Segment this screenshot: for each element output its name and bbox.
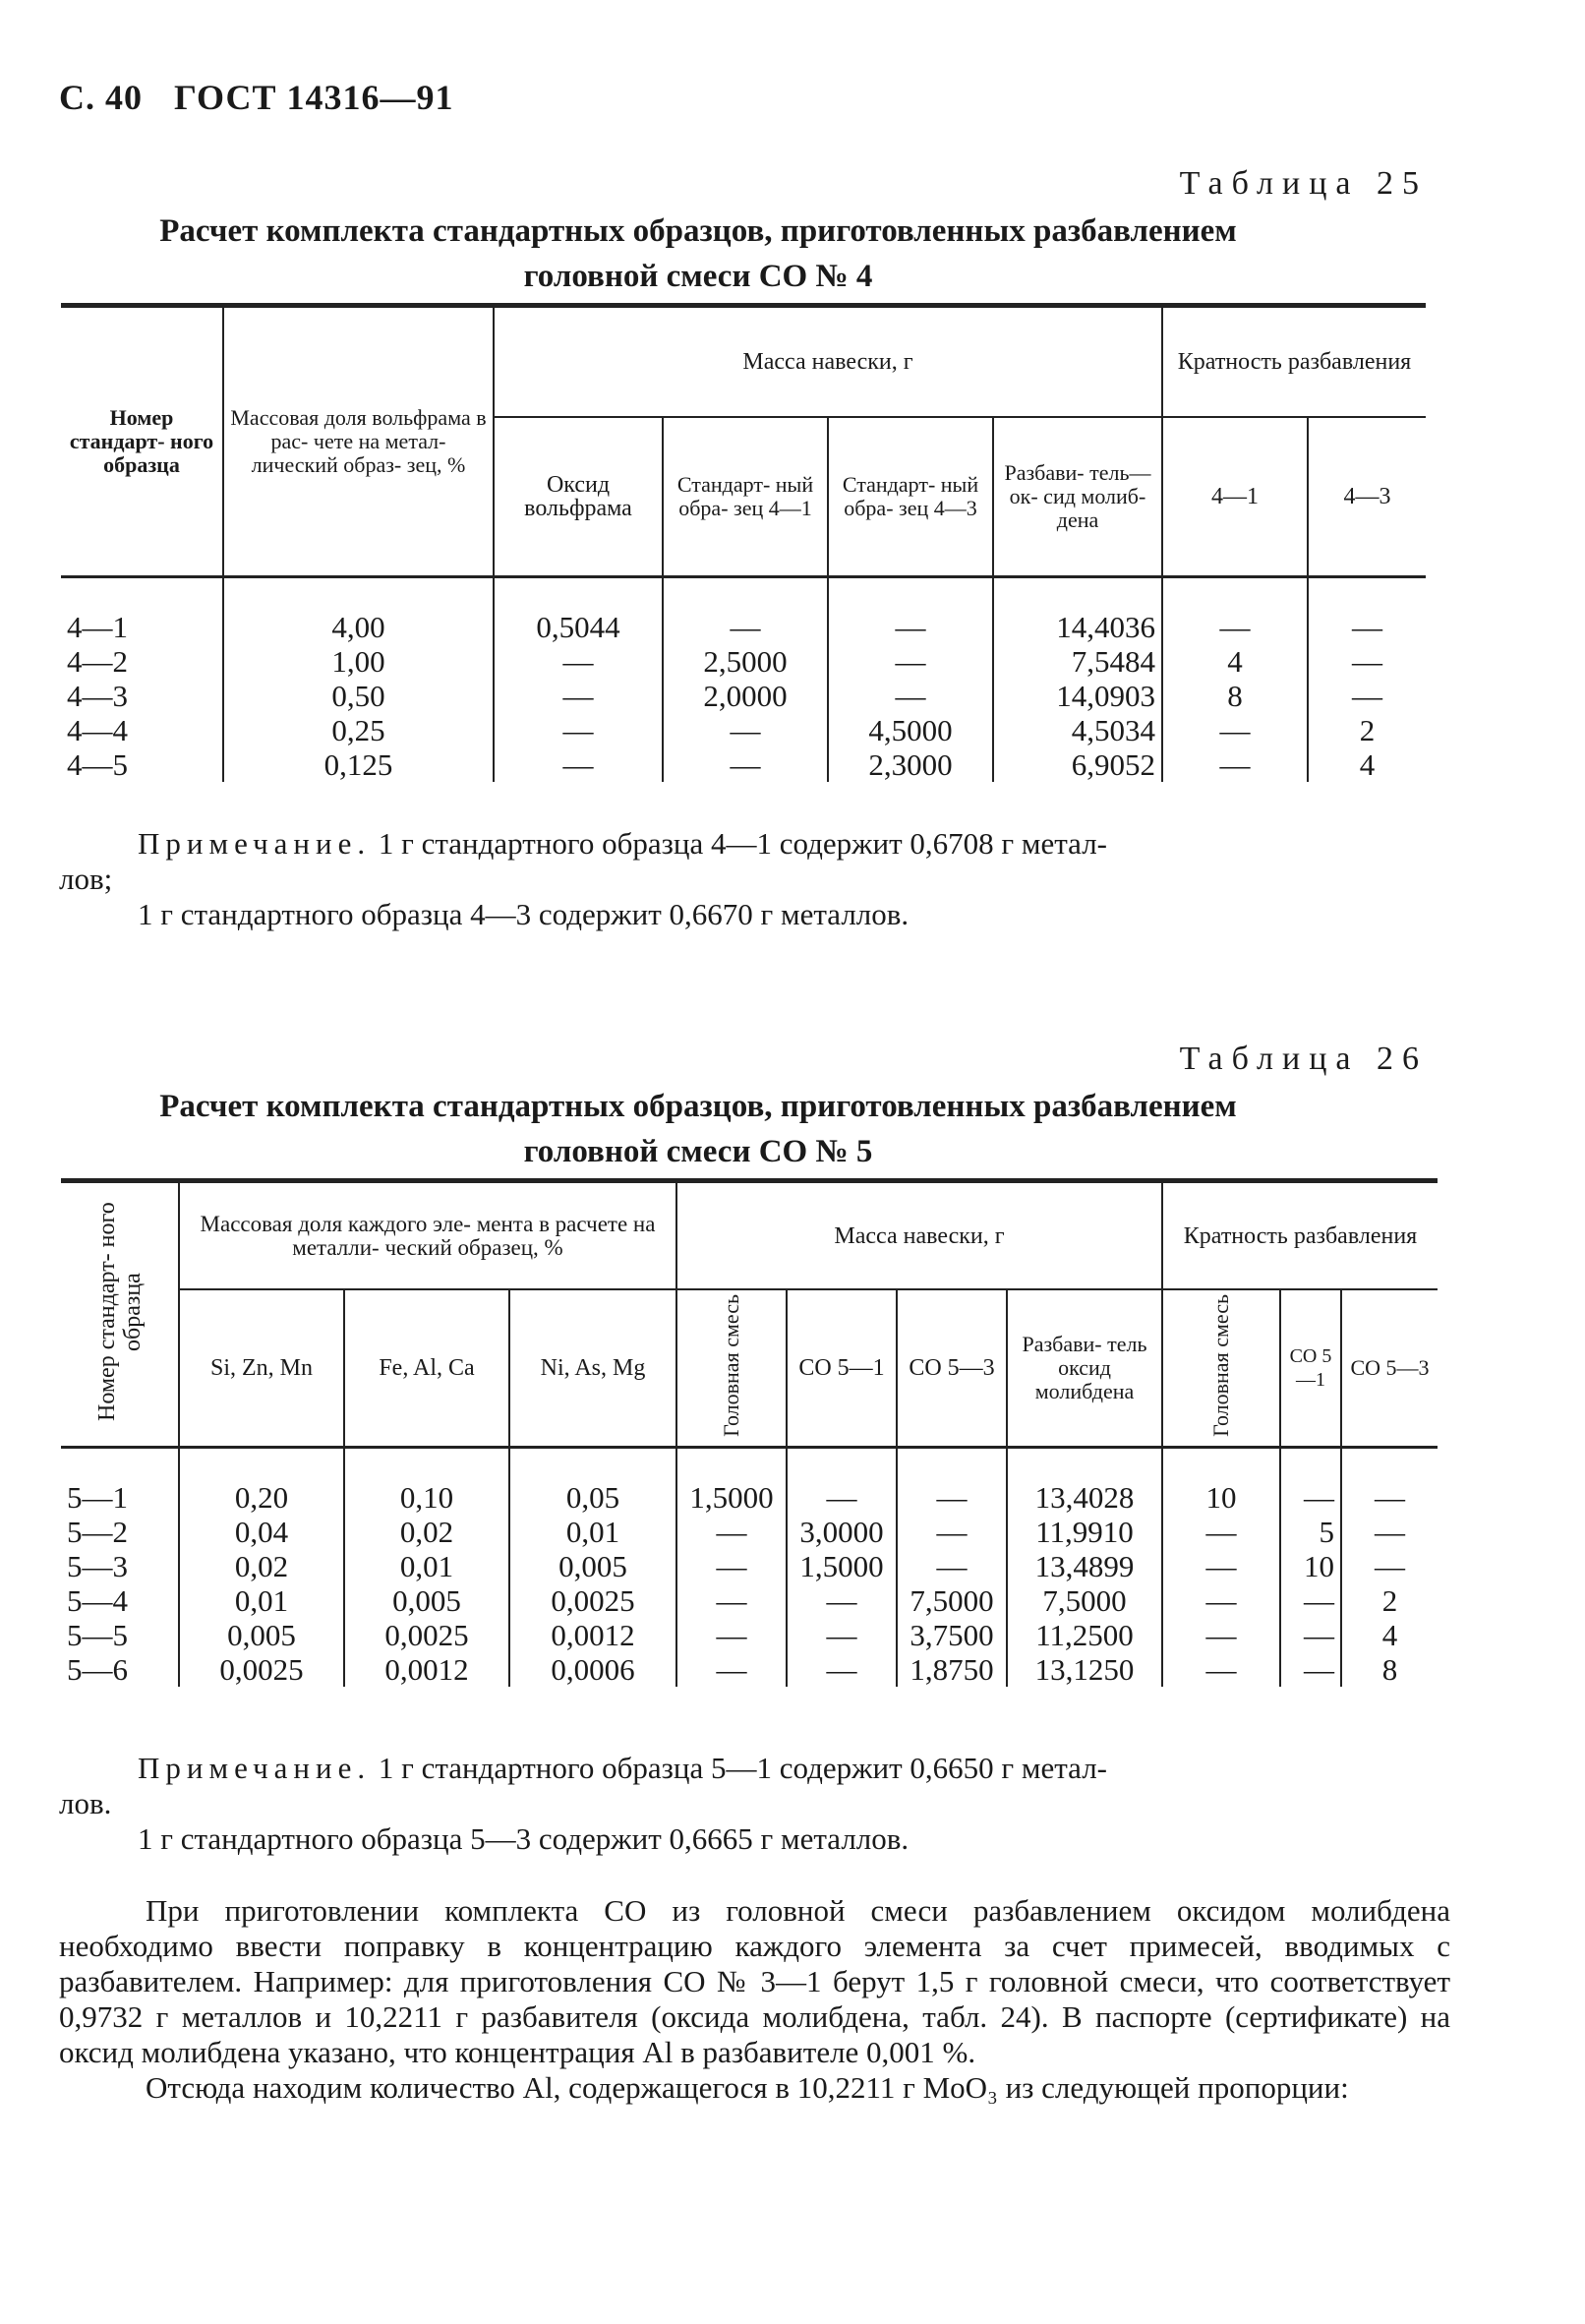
table26-cell: 1,5000 [787, 1549, 897, 1583]
table25-col-mass: Масса навески, г [494, 306, 1162, 418]
table26-cell: — [1162, 1618, 1280, 1652]
table-row [61, 747, 1426, 782]
table25-cell: 14,0903 [993, 679, 1162, 713]
note-label: Примечание. [138, 1751, 372, 1785]
table26-cell: — [676, 1583, 787, 1618]
table26-sub-co1: СО 5—1 [787, 1289, 897, 1447]
table26-cell: 1,8750 [897, 1652, 1007, 1687]
table25-title [59, 209, 1337, 299]
table25-sub-ratio1: 4—1 [1162, 417, 1308, 577]
table-row [61, 713, 1426, 747]
table26-sub-head-text: Головная смесь [719, 1294, 743, 1437]
table26-cell: — [897, 1549, 1007, 1583]
table-row [61, 1583, 1438, 1618]
table26-cell: 5—5 [67, 1618, 128, 1652]
table26-cell: 0,05 [509, 1448, 676, 1516]
table25-title-line2: головной смеси СО № 4 [523, 259, 873, 294]
table26-cell: — [1280, 1652, 1341, 1687]
table25-cell: — [828, 577, 993, 645]
table25-cell: 2 [1308, 713, 1426, 747]
note-text: 1 г стандартного образца 5—1 содержит 0,6650 г метал- [378, 1751, 1107, 1785]
table25-cell: — [663, 713, 828, 747]
paragraph: При приготовлении комплекта СО из головной смеси разбавлением оксидом молибдена необходимо ввести поправку в концентрацию каждого элемента за счет примесей, вводимых с разбавителем. Например: для приготовления СО № 3—1 берут 1,5 г головной смеси, что соответствует 0,9732 г металлов и 10,2211 г разбавителя (оксида молибдена, табл. 24). В паспорте (сертификате) на оксид молибдена указано, что концентрация Al в разбавителе 0,001 %. [59, 1893, 1450, 2069]
table26-sub-fe: Fe, Al, Ca [344, 1289, 509, 1447]
table25-cell: 4—4 [67, 713, 128, 747]
table25-cell: 0,50 [223, 679, 494, 713]
table26-cell: 1,5000 [676, 1448, 787, 1516]
table26-cell: — [787, 1583, 897, 1618]
table-row [61, 644, 1426, 679]
table25-sub-diluent: Разбави- тель— ок- сид молиб- дена [993, 417, 1162, 577]
table26-cell: 8 [1341, 1652, 1438, 1687]
page-header [59, 77, 475, 118]
table25-cell: 2,0000 [663, 679, 828, 713]
table26-cell: — [1162, 1652, 1280, 1687]
table25-cell: 4 [1308, 747, 1426, 782]
table26-sub-rhead-text: Головная смесь [1208, 1294, 1233, 1437]
table26-cell: 13,4028 [1007, 1448, 1162, 1516]
table26-cell: — [1280, 1583, 1341, 1618]
table25-sub-std3: Стандарт- ный обра- зец 4—3 [828, 417, 993, 577]
table25-cell: — [494, 747, 663, 782]
table26-sub-co3: СО 5—3 [897, 1289, 1007, 1447]
table26-cell: 5 [1280, 1515, 1341, 1549]
table25 [61, 303, 1426, 782]
table26-cell: 0,005 [179, 1618, 344, 1652]
table-row [61, 679, 1426, 713]
table26-cell: 0,0006 [509, 1652, 676, 1687]
table25-cell: — [1162, 713, 1308, 747]
table25-sub-oxide: Оксид вольфрама [494, 417, 663, 577]
table25-cell: 4,5000 [828, 713, 993, 747]
table26-cell: — [1280, 1618, 1341, 1652]
table25-col-number: Номер стандарт- ного образца [61, 306, 223, 577]
table25-cell: 0,25 [223, 713, 494, 747]
table25-cell: 6,9052 [993, 747, 1162, 782]
table26-cell: — [1162, 1583, 1280, 1618]
body-text [59, 1893, 1450, 2106]
table26-cell: 0,10 [344, 1448, 509, 1516]
table-row [61, 1652, 1438, 1687]
table26-title-line2: головной смеси СО № 5 [523, 1134, 873, 1169]
table26-cell: 11,9910 [1007, 1515, 1162, 1549]
note-text-2: 1 г стандартного образца 5—3 содержит 0,6665 г металлов. [138, 1821, 910, 1856]
table26-col-ratio: Кратность разбавления [1162, 1181, 1438, 1290]
table26-sub-rco1: СО 5—1 [1280, 1289, 1341, 1447]
table26-cell: 3,7500 [897, 1618, 1007, 1652]
table25-cell: 7,5484 [993, 644, 1162, 679]
table26-sub-ni: Ni, As, Mg [509, 1289, 676, 1447]
note-text-cont: лов. [59, 1786, 112, 1820]
table26-cell: 0,005 [344, 1583, 509, 1618]
table26-col-number-text: Номер стандарт- ного образца [93, 1202, 146, 1422]
table26-cell: 0,02 [344, 1515, 509, 1549]
table26-cell: 5—6 [67, 1652, 128, 1687]
table26-cell: — [1280, 1448, 1341, 1516]
table26-cell: 5—3 [67, 1549, 128, 1583]
table26-cell: 3,0000 [787, 1515, 897, 1549]
table26-cell: — [1162, 1549, 1280, 1583]
table26-cell: 7,5000 [1007, 1583, 1162, 1618]
table26-cell: — [1341, 1549, 1438, 1583]
table25-cell: — [663, 577, 828, 645]
table26-cell: 10 [1162, 1448, 1280, 1516]
table25-cell: 4—5 [67, 747, 128, 782]
table26-cell: 0,0025 [179, 1652, 344, 1687]
table26-cell: — [1341, 1448, 1438, 1516]
table25-cell: — [1308, 644, 1426, 679]
table25-note [59, 826, 1445, 932]
page-number: С. 40 [59, 78, 143, 117]
table26-cell: 7,5000 [897, 1583, 1007, 1618]
table26-cell: — [1341, 1515, 1438, 1549]
table25-title-line1: Расчет комплекта стандартных образцов, приготовленных разбавлением [159, 213, 1237, 249]
table26-cell: — [1162, 1515, 1280, 1549]
table25-cell: 4—3 [67, 679, 128, 713]
table25-cell: 4—2 [67, 644, 128, 679]
table25-col-fraction: Массовая доля вольфрама в рас- чете на метал- лический образ- зец, % [223, 306, 494, 577]
table26-cell: 0,01 [344, 1549, 509, 1583]
table26-cell: 13,4899 [1007, 1549, 1162, 1583]
table25-cell: 2,5000 [663, 644, 828, 679]
table25-cell: — [494, 679, 663, 713]
table26-cell: 5—1 [67, 1480, 128, 1515]
table25-cell: — [1162, 747, 1308, 782]
table26-label: Таблица 26 [1179, 1041, 1428, 1077]
table26-cell: 0,01 [509, 1515, 676, 1549]
table26-col-fraction: Массовая доля каждого эле- мента в расчете на металли- ческий образец, % [179, 1181, 676, 1290]
table26-cell: 0,01 [179, 1583, 344, 1618]
table26-cell: — [676, 1549, 787, 1583]
table25-cell: — [663, 747, 828, 782]
table26-cell: 10 [1280, 1549, 1341, 1583]
table26-cell: — [676, 1515, 787, 1549]
table25-label: Таблица 25 [1179, 165, 1428, 202]
table25-cell: 4,00 [223, 577, 494, 645]
table-row [61, 577, 1426, 645]
table25-sub-ratio3: 4—3 [1308, 417, 1426, 577]
table26-cell: 2 [1341, 1583, 1438, 1618]
table25-cell: — [1308, 577, 1426, 645]
table-row [61, 1618, 1438, 1652]
table25-cell: 0,5044 [494, 577, 663, 645]
table25-cell: 4,5034 [993, 713, 1162, 747]
table25-cell: — [1308, 679, 1426, 713]
standard-code: ГОСТ 14316—91 [174, 78, 454, 117]
table26-cell: 0,0025 [344, 1618, 509, 1652]
table25-cell: 8 [1162, 679, 1308, 713]
table26-cell: — [787, 1652, 897, 1687]
table26-cell: 0,0012 [509, 1618, 676, 1652]
table25-cell: — [828, 644, 993, 679]
table25-col-ratio: Кратность разбавления [1162, 306, 1426, 418]
table25-cell: — [1162, 577, 1308, 645]
table-row [61, 1515, 1438, 1549]
table26-sub-diluent: Разбави- тель оксид молибдена [1007, 1289, 1162, 1447]
note-text-cont: лов; [59, 862, 113, 896]
note-text: 1 г стандартного образца 4—1 содержит 0,6708 г метал- [378, 826, 1107, 861]
table26-cell: 0,0025 [509, 1583, 676, 1618]
table25-cell: 4 [1162, 644, 1308, 679]
table26-cell: 5—4 [67, 1583, 128, 1618]
table26-cell: — [676, 1618, 787, 1652]
table26-cell: — [676, 1652, 787, 1687]
table26-cell: — [787, 1448, 897, 1516]
table25-cell: 2,3000 [828, 747, 993, 782]
table25-sub-std1: Стандарт- ный обра- зец 4—1 [663, 417, 828, 577]
table26-title-line1: Расчет комплекта стандартных образцов, приготовленных разбавлением [159, 1089, 1237, 1124]
table26-cell: 11,2500 [1007, 1618, 1162, 1652]
note-text-2: 1 г стандартного образца 4—3 содержит 0,6670 г металлов. [138, 897, 910, 931]
table26-cell: 0,04 [179, 1515, 344, 1549]
table26-col-number [61, 1181, 179, 1448]
table26-cell: 0,0012 [344, 1652, 509, 1687]
note-label: Примечание. [138, 826, 372, 861]
table25-cell: 14,4036 [993, 577, 1162, 645]
table-row [61, 1448, 1438, 1516]
table26-cell: — [897, 1515, 1007, 1549]
table26-note [59, 1751, 1445, 1857]
table26-sub-rhead [1162, 1289, 1280, 1447]
table25-cell: — [494, 713, 663, 747]
paragraph: Отсюда находим количество Al, содержащегося в 10,2211 г MoO₃ из следующей пропорции: [146, 2070, 1349, 2105]
table26-cell: 4 [1341, 1618, 1438, 1652]
table-row [61, 1549, 1438, 1583]
table26-cell: 5—2 [67, 1515, 128, 1549]
table25-cell: 1,00 [223, 644, 494, 679]
table25-cell: 0,125 [223, 747, 494, 782]
table26-sub-head [676, 1289, 787, 1447]
table26-cell: 0,005 [509, 1549, 676, 1583]
table26-cell: 0,20 [179, 1448, 344, 1516]
table26-cell: 13,1250 [1007, 1652, 1162, 1687]
table26-cell: — [897, 1448, 1007, 1516]
table25-cell: — [494, 644, 663, 679]
table26-cell: 0,02 [179, 1549, 344, 1583]
table26-sub-si: Si, Zn, Mn [179, 1289, 344, 1447]
table26 [61, 1178, 1438, 1687]
table26-title [59, 1084, 1337, 1174]
table25-cell: 4—1 [67, 610, 128, 644]
table25-cell: — [828, 679, 993, 713]
table26-cell: — [787, 1618, 897, 1652]
table26-sub-rco3: СО 5—3 [1341, 1289, 1438, 1447]
table26-col-mass: Масса навески, г [676, 1181, 1162, 1290]
